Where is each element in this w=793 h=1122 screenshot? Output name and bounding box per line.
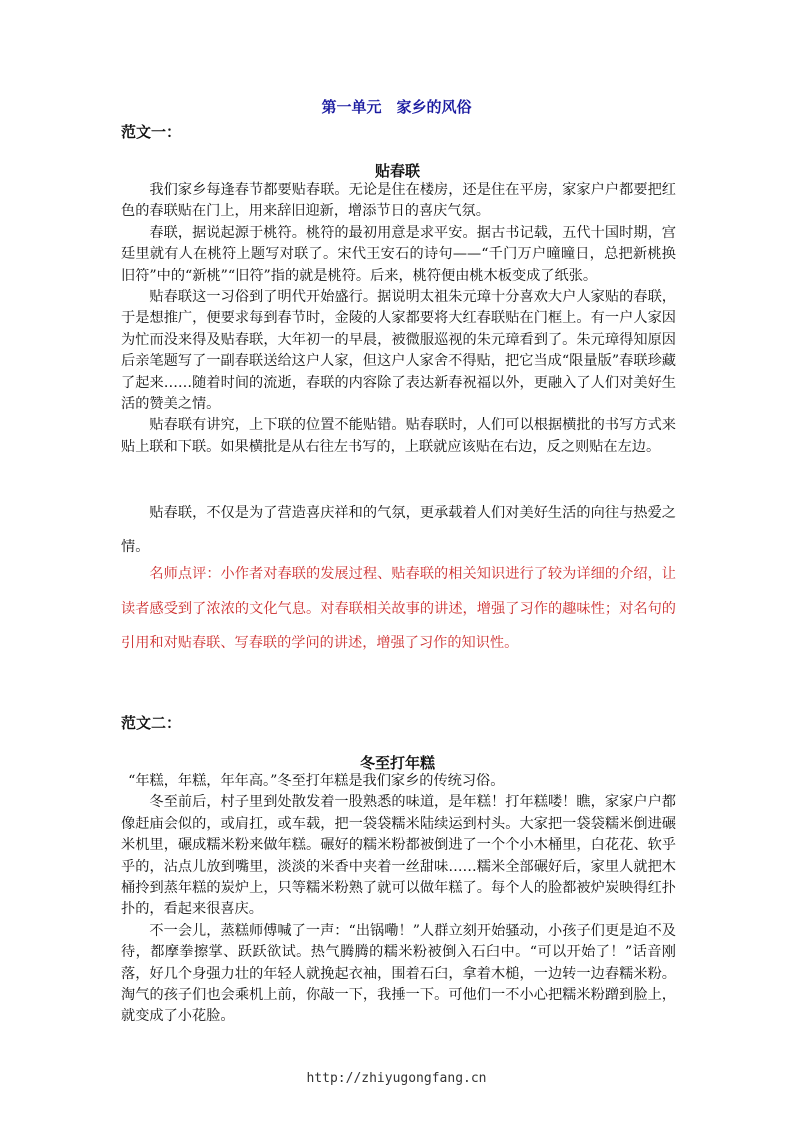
essay1-paragraph: 春联，据说起源于桃符。桃符的最初用意是求平安。据古书记载，五代十国时期，宫廷里就有人在桃符上题写对联了。宋代王安石的诗句——“千门万户曈曈日，总把新桃换旧符”中的“新桃”“旧符”指的就是桃符。后来，桃符便由桃木板变成了纸张。 [121,224,676,284]
essay2-paragraph: 不一会儿，蒸糕师傅喊了一声：“出锅嘞！”人群立刻开始骚动，小孩子们更是迫不及待，都摩拳擦掌、跃跃欲试。热气腾腾的糯米粉被倒入石臼中。“可以开始了！”话音刚落，好几个身强力壮的年轻人就挽起衣袖，围着石臼，拿着木槌，一边转一边舂糯米粉。淘气的孩子们也会乘机上前，你敲一下，我捶一下。可他们一不小心把糯米粉蹭到脸上，就变成了小花脸。 [121,922,676,1025]
essay2-label: 范文二： [121,714,182,732]
essay1-closing-block [121,496,676,564]
essay1-paragraph: 我们家乡每逢春节都要贴春联。无论是住在楼房，还是住在平房，家家户户都要把红色的春联贴在门上，用来辞旧迎新，增添节日的喜庆气氛。 [121,182,676,220]
essay2-body [121,771,676,1028]
essay2-paragraph: 冬至前后，村子里到处散发着一股熟悉的味道，是年糕！打年糕喽！瞧，家家户户都像赶庙会似的，或肩扛，或车载，把一袋袋糯米陆续运到村头。大家把一袋袋糯米倒进碾米机里，碾成糯米粉来做年糕。碾好的糯米粉都被倒进了一个个小木桶里，白花花、软乎乎的，沾点儿放到嘴里，淡淡的米香中夹着一丝甜味……糯米全部碾好后，家里人就把木桶拎到蒸年糕的炭炉上，只等糯米粉熟了就可以做年糕了。每个人的脸都被炉炭映得红扑扑的，看起来很喜庆。 [121,794,676,918]
essay2-title: 冬至打年糕 [359,754,435,772]
essay1-body [121,180,676,458]
essay1-closing: 贴春联，不仅是为了营造喜庆祥和的气氛，更承载着人们对美好生活的向往与热爱之情。 [121,505,676,555]
essay1-paragraph: 贴春联有讲究，上下联的位置不能贴错。贴春联时，人们可以根据横批的书写方式来贴上联和下联。如果横批是从右往左书写的，上联就应该贴在右边，反之则贴在左边。 [121,417,676,455]
teacher-review-text: 名师点评：小作者对春联的发展过程、贴春联的相关知识进行了较为详细的介绍，让读者感受到了浓浓的文化气息。对春联相关故事的讲述，增强了习作的趣味性；对名句的引用和对贴春联、写春联的学问的讲述，增强了习作的知识性。 [121,566,676,651]
unit-title: 第一单元 家乡的风俗 [321,98,472,116]
essay2-opening: “年糕，年糕，年年高。”冬至打年糕是我们家乡的传统习俗。 [128,773,505,789]
essay1-review [121,557,676,661]
footer-url: http://zhiyugongfang.cn [306,1071,487,1086]
essay1-title: 贴春联 [374,162,420,180]
essay1-label: 范文一： [121,123,182,141]
essay1-paragraph: 贴春联这一习俗到了明代开始盛行。据说明太祖朱元璋十分喜欢大户人家贴的春联，于是想推广，便要求每到春节时，金陵的人家都要将大红春联贴在门框上。有一户人家因为忙而没来得及贴春联，大年初一的早晨，被微服巡视的朱元璋看到了。朱元璋得知原因后亲笔题写了一副春联送给这户人家，但这户人家舍不得贴，把它当成“限量版”春联珍藏了起来……随着时间的流逝，春联的内容除了表达新春祝福以外，更融入了人们对美好生活的赞美之情。 [121,289,676,413]
